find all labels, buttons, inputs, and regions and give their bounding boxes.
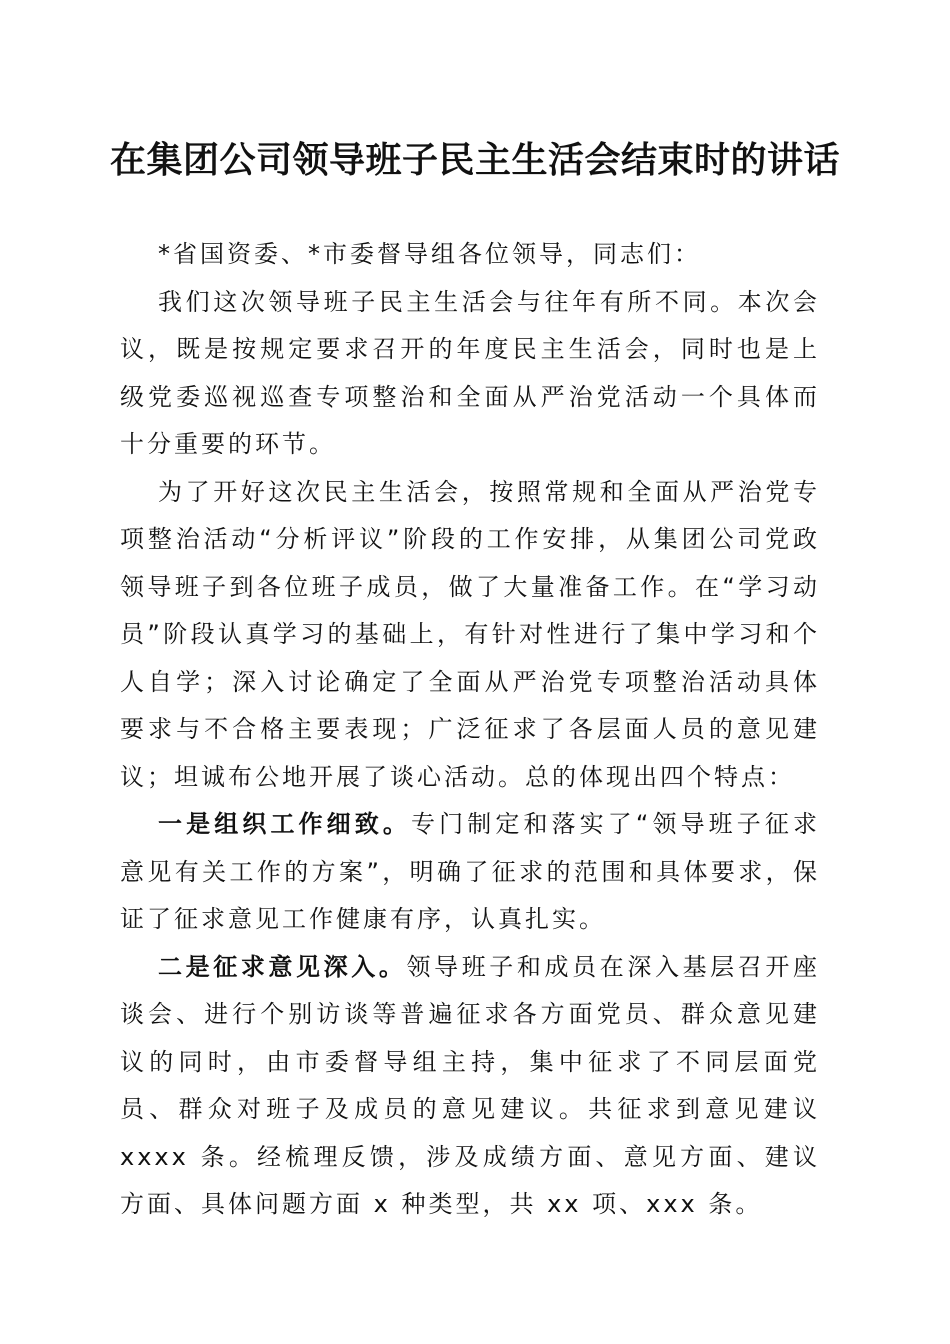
document-body: [120, 231, 820, 1229]
document-title: 在集团公司领导班子民主生活会结束时的讲话: [109, 139, 840, 181]
salutation: *省国资委、*市委督导组各位领导，同志们：: [158, 240, 701, 268]
paragraph-lead: 二是征求意见深入。: [158, 952, 407, 981]
paragraph-1: [120, 279, 820, 469]
paragraph-2: [120, 469, 820, 802]
paragraph-lead: 一是组织工作细致。: [158, 810, 412, 838]
paragraph-4: [120, 944, 820, 1229]
paragraph-text: 专门制定和落实了“领导班子征求意见有关工作的方案”，明确了征求的范围和具体要求，保证了征求意见工作健康有序，认真扎实。: [120, 810, 821, 933]
paragraph-3: [120, 801, 820, 944]
paragraph-text: 为了开好这次民主生活会，按照常规和全面从严治党专项整治活动“分析评议”阶段的工作安排，从集团公司党政领导班子到各位班子成员，做了大量准备工作。在“学习动员”阶段认真学习的基础上，有针对性进行了集中学习和个人自学；深入讨论确定了全面从严治党专项整治活动具体要求与不合格主要表现；广泛征求了各层面人员的意见建议；坦诚布公地开展了谈心活动。总的体现出四个特点：: [120, 477, 820, 791]
paragraph-text: 领导班子和成员在深入基层召开座谈会、进行个别访谈等普遍征求各方面党员、群众意见建议的同时，由市委督导组主持，集中征求了不同层面党员、群众对班子及成员的意见建议。共征求到意见建议 xxxx 条。经梳理反馈，涉及成绩方面、意见方面、建议方面、具体问题方面 x 种类型，共 xx 项、xxx 条。: [120, 952, 821, 1218]
paragraph-text: 我们这次领导班子民主生活会与往年有所不同。本次会议，既是按规定要求召开的年度民主生活会，同时也是上级党委巡视巡查专项整治和全面从严治党活动一个具体而十分重要的环节。: [120, 287, 820, 458]
